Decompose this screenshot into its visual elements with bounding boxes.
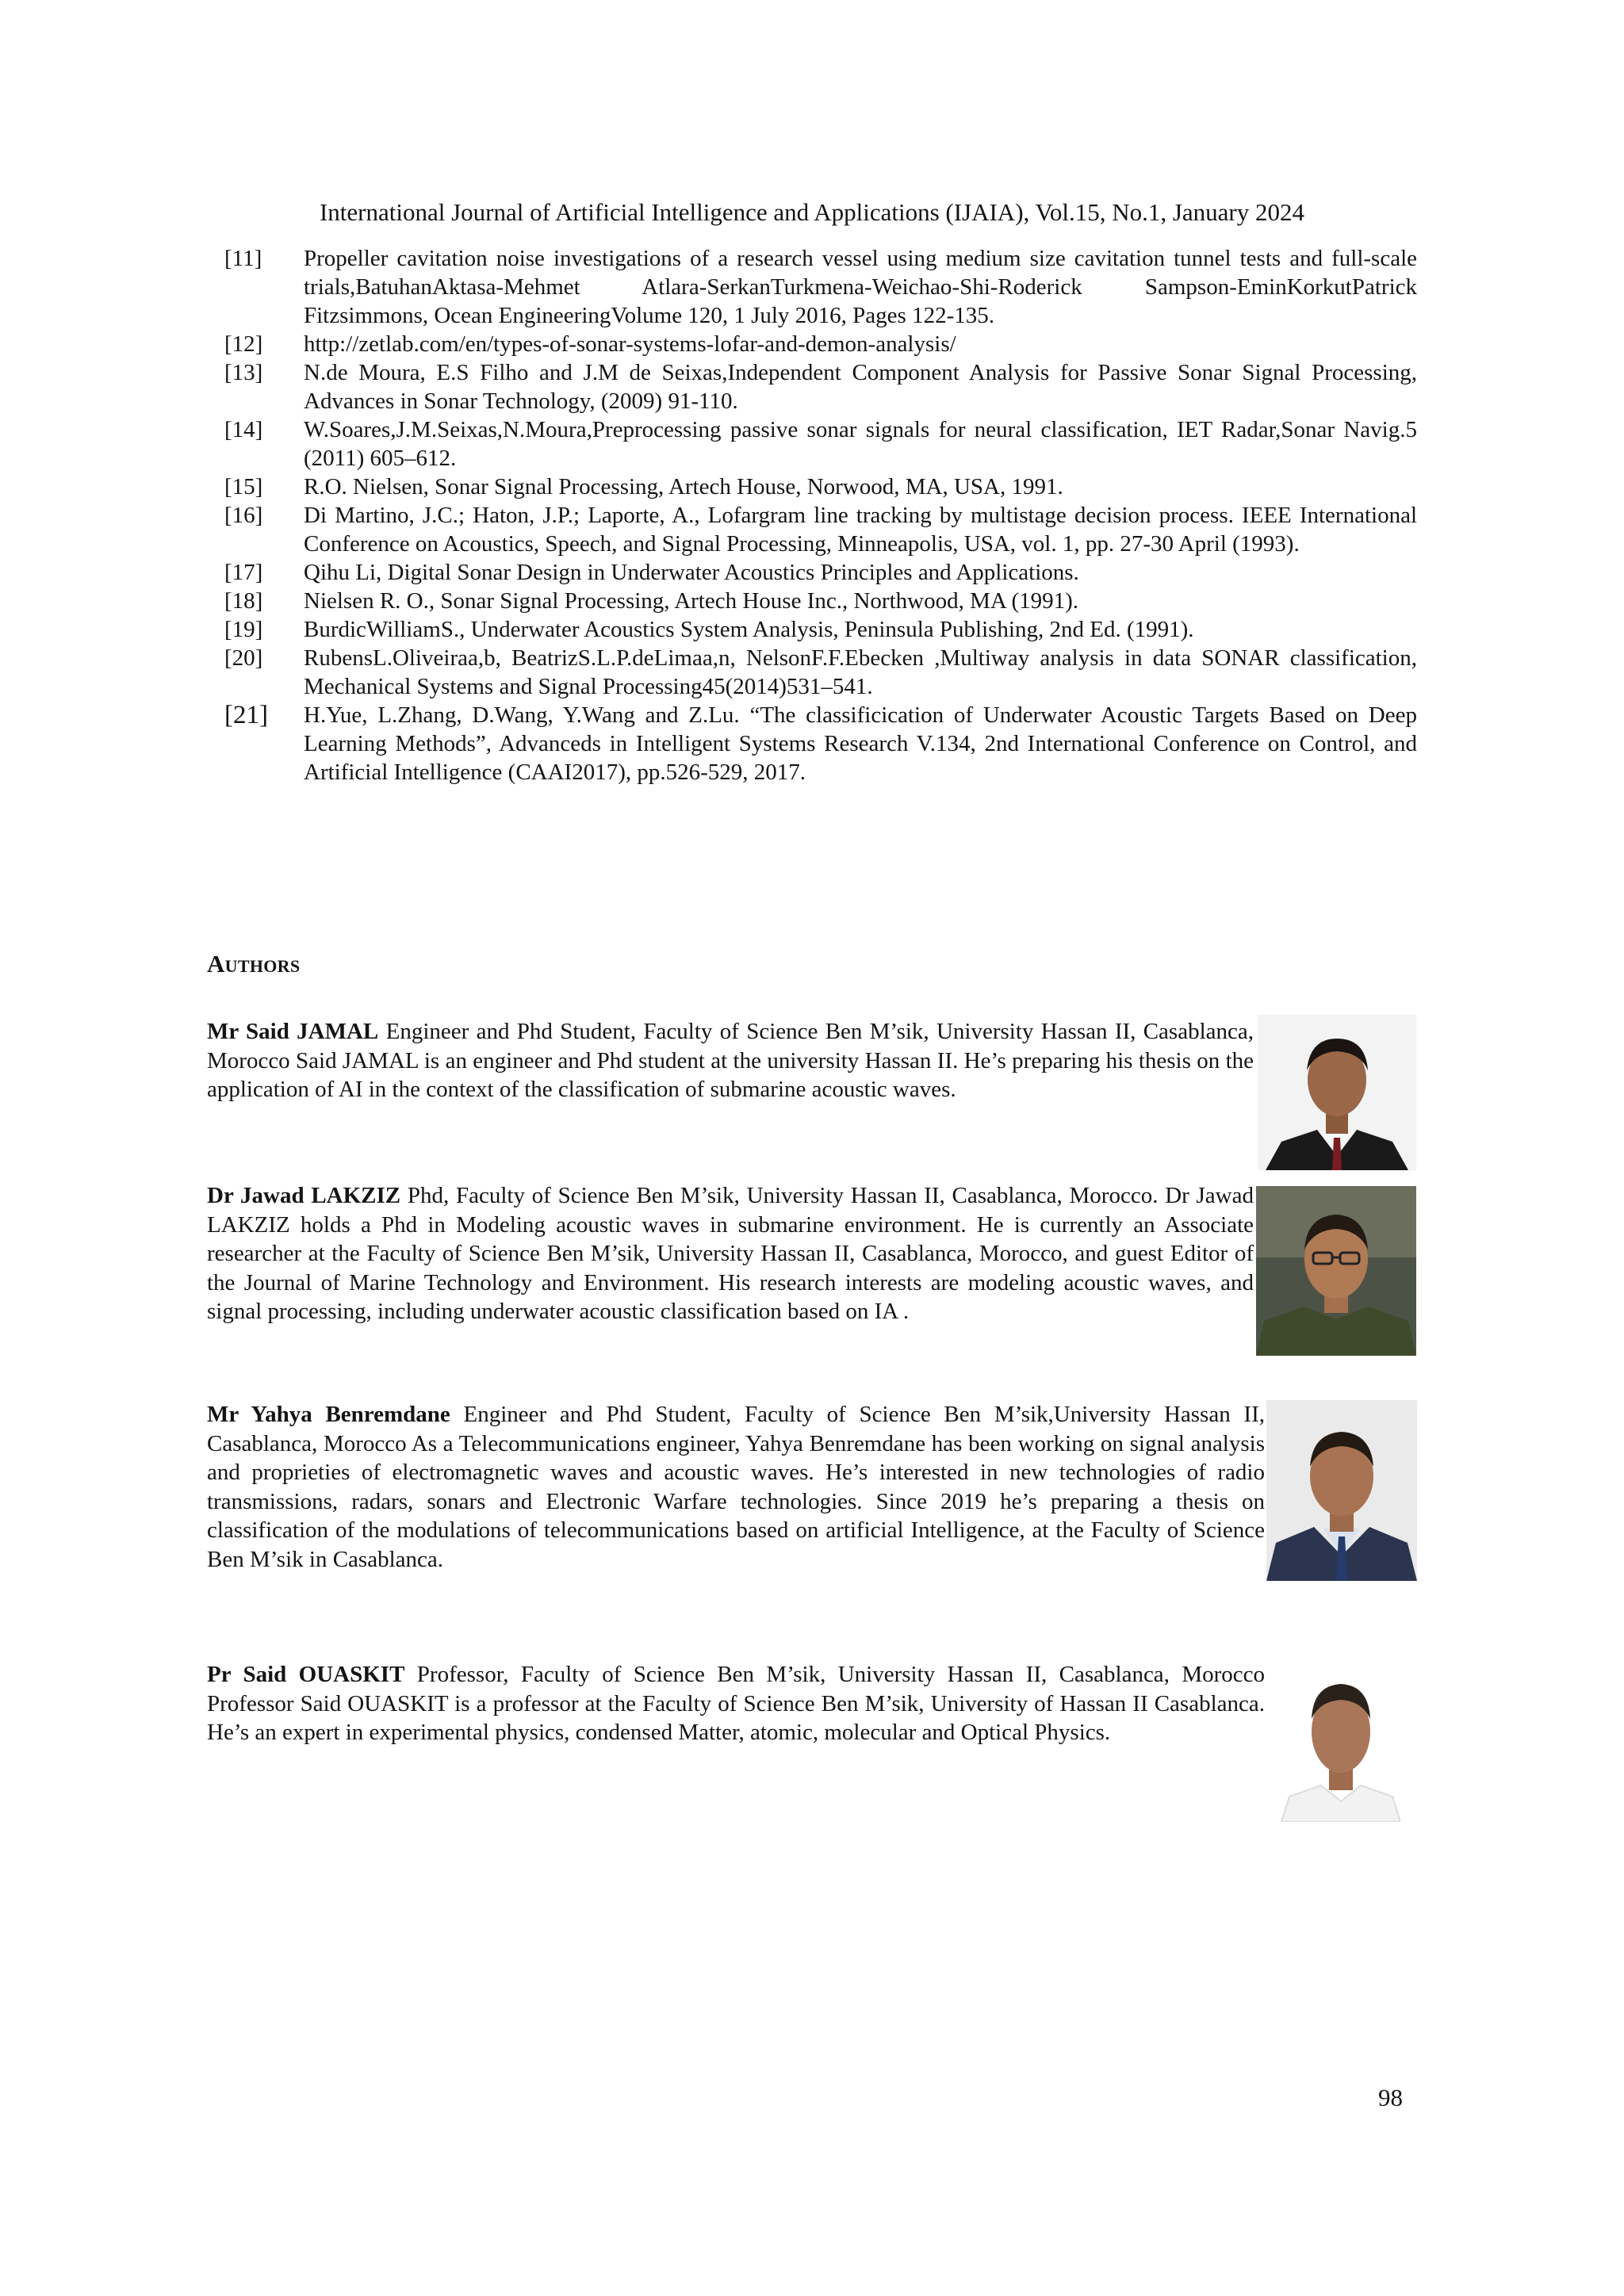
author-photo [1258,1015,1416,1170]
reference-text: Nielsen R. O., Sonar Signal Processing, Artech House Inc., Northwood, MA (1991). [304,588,1079,614]
portrait-image [1266,1400,1417,1581]
portrait-image [1258,1015,1416,1170]
reference-item [224,330,1417,358]
reference-text: Qihu Li, Digital Sonar Design in Underwater Acoustics Principles and Applications. [304,560,1079,585]
reference-number: [11] [224,246,262,271]
reference-item [224,244,1417,330]
authors-heading: Authors [207,950,301,978]
reference-text: BurdicWilliamS., Underwater Acoustics System Analysis, Peninsula Publishing, 2nd Ed. (1991). [304,617,1194,642]
author-name: Mr Said JAMAL [207,1019,379,1044]
reference-text: H.Yue, L.Zhang, D.Wang, Y.Wang and Z.Lu. “The classificication of Underwater Acoustic Targets Based on Deep Learning Methods”, Advanceds in Intelligent Systems Research V.134, 2nd International Conference on Control, and Artificial Intelligence (CAAI2017), pp.526-529, 2017. [304,702,1417,785]
reference-item [224,415,1417,473]
author-description: Phd, Faculty of Science Ben M’sik, University Hassan II, Casablanca, Morocco. Dr Jawad LAKZIZ holds a Phd in Modeling acoustic waves in submarine environment. He is currently an Associate researcher at the Faculty of Science Ben M’sik, University Hassan II, Casablanca, Morocco, and guest Editor of the Journal of Marine Technology and Environment. His research interests are modeling acoustic waves, and signal processing, including underwater acoustic classification based on IA . [207,1183,1254,1324]
reference-number: [21] [224,701,268,729]
reference-text: RubensL.Oliveiraa,b, BeatrizS.L.P.deLimaa,n, NelsonF.F.Ebecken ,Multiway analysis in data SONAR classification, Mechanical Systems and Signal Processing45(2014)531–541. [304,645,1417,699]
reference-item [224,558,1417,587]
author-description: Engineer and Phd Student, Faculty of Science Ben M’sik, University Hassan II, Casablanca, Morocco Said JAMAL is an engineer and Phd student at the university Hassan II. He’s preparing his thesis on the application of AI in the context of the classification of submarine acoustic waves. [207,1019,1254,1102]
author-photo [1281,1655,1400,1822]
author-photo [1266,1400,1417,1581]
author-bio [207,1017,1254,1104]
reference-item [224,358,1417,415]
reference-number: [19] [224,617,263,642]
reference-number: [12] [224,331,263,357]
reference-item [224,644,1417,701]
portrait-image [1256,1186,1416,1356]
author-description: Professor, Faculty of Science Ben M’sik, University Hassan II, Casablanca, Morocco Professor Said OUASKIT is a professor at the Faculty of Science Ben M’sik, University of Hassan II Casablanca. He’s an expert in experimental physics, condensed Matter, atomic, molecular and Optical Physics. [207,1662,1266,1745]
author-name: Dr Jawad LAKZIZ [207,1183,401,1208]
author-description: Engineer and Phd Student, Faculty of Science Ben M’sik,University Hassan II, Casablanca, Morocco As a Telecommunications engineer, Yahya Benremdane has been working on signal analysis and proprieties of electromagnetic waves and acoustic waves. He’s interested in new technologies of radio transmissions, radars, sonars and Electronic Warfare technologies. Since 2019 he’s preparing a thesis on classification of the modulations of telecommunications based on artificial Intelligence, at the Faculty of Science Ben M’sik in Casablanca. [207,1402,1265,1572]
reference-item [224,473,1417,501]
reference-item [224,501,1417,558]
reference-number: [17] [224,560,263,585]
reference-text: http://zetlab.com/en/types-of-sonar-systems-lofar-and-demon-analysis/ [304,331,956,357]
author-bio [207,1400,1265,1574]
author-bio [207,1181,1254,1326]
author-photo [1256,1186,1416,1356]
reference-text: W.Soares,J.M.Seixas,N.Moura,Preprocessing passive sonar signals for neural classification, IET Radar,Sonar Navig.5 (2011) 605–612. [304,417,1417,471]
reference-number: [14] [224,417,263,442]
reference-number: [13] [224,360,263,385]
reference-item [224,615,1417,644]
reference-text: N.de Moura, E.S Filho and J.M de Seixas,Independent Component Analysis for Passive Sonar Signal Processing, Advances in Sonar Technology, (2009) 91-110. [304,360,1417,414]
reference-text: Di Martino, J.C.; Haton, J.P.; Laporte, A., Lofargram line tracking by multistage decision process. IEEE International Conference on Acoustics, Speech, and Signal Processing, Minneapolis, USA, vol. 1, pp. 27-30 April (1993). [304,503,1417,557]
author-name: Mr Yahya Benremdane [207,1402,450,1427]
page-number: 98 [1378,2084,1403,2111]
portrait-image [1281,1655,1400,1822]
author-bio [207,1660,1265,1747]
reference-number: [20] [224,645,263,671]
reference-number: [16] [224,503,263,528]
reference-list [224,244,1417,786]
reference-item [224,587,1417,615]
reference-number: [15] [224,474,263,499]
reference-text: Propeller cavitation noise investigations of a research vessel using medium size cavitation tunnel tests and full-scale trials,BatuhanAktasa-Mehmet Atlara-SerkanTurkmena-Weichao-Shi-Roderick Sampson-EminKorkutPatrick Fitzsimmons, Ocean EngineeringVolume 120, 1 July 2016, Pages 122-135. [304,246,1417,328]
journal-header: International Journal of Artificial Intelligence and Applications (IJAIA), Vol.15, No.1, January 2024 [319,198,1304,226]
reference-text: R.O. Nielsen, Sonar Signal Processing, Artech House, Norwood, MA, USA, 1991. [304,474,1063,499]
reference-number: [18] [224,588,263,614]
reference-item [224,701,1417,786]
author-name: Pr Said OUASKIT [207,1662,405,1687]
